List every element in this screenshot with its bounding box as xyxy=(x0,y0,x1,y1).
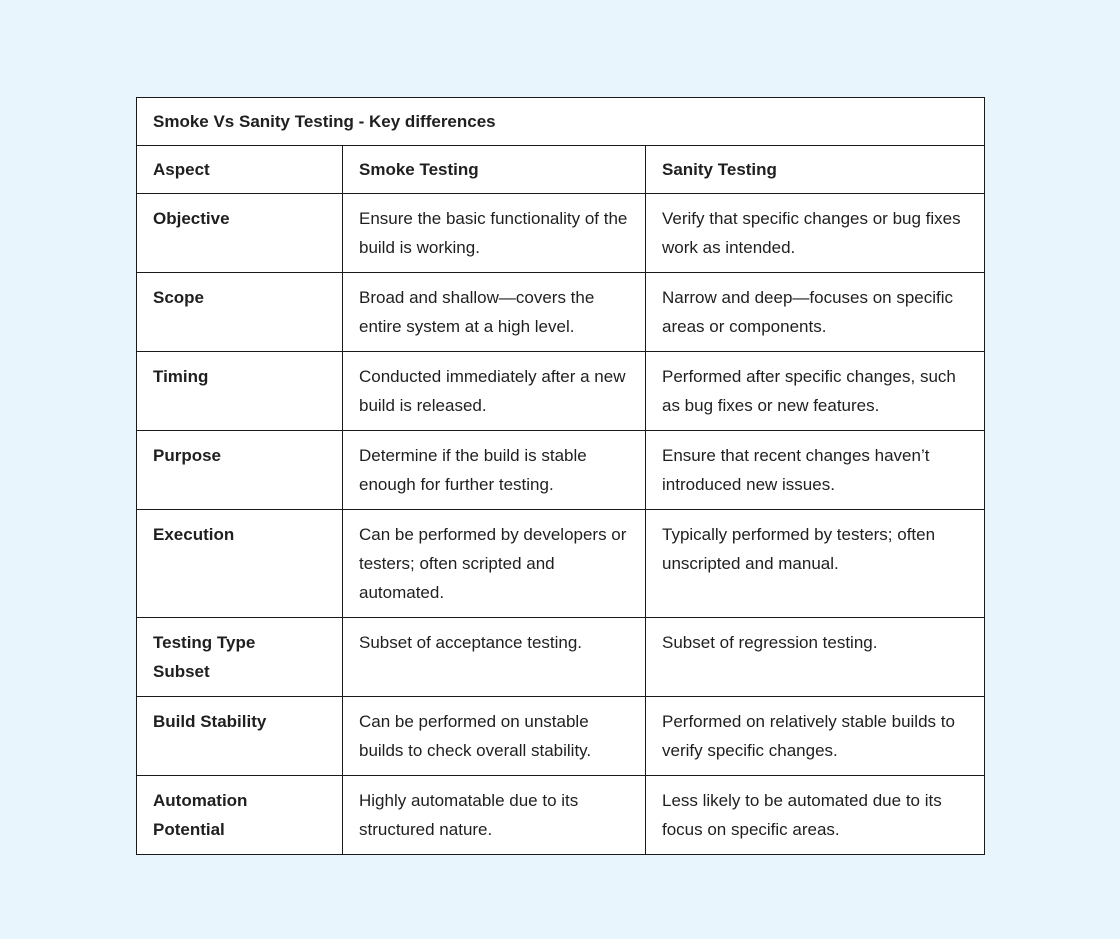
aspect-label: Scope xyxy=(137,273,343,352)
aspect-label: Testing Type Subset xyxy=(137,618,343,697)
sanity-testing-value: Verify that specific changes or bug fixes work as intended. xyxy=(646,194,985,273)
smoke-testing-value: Subset of acceptance testing. xyxy=(343,618,646,697)
smoke-testing-value: Determine if the build is stable enough for further testing. xyxy=(343,431,646,510)
table-row-scope xyxy=(137,273,985,352)
aspect-label: Build Stability xyxy=(137,697,343,776)
smoke-testing-value: Highly automatable due to its structured nature. xyxy=(343,776,646,855)
aspect-label: Purpose xyxy=(137,431,343,510)
aspect-label: Timing xyxy=(137,352,343,431)
table-title: Smoke Vs Sanity Testing - Key differences xyxy=(137,98,985,146)
table-row-testing-type-subset xyxy=(137,618,985,697)
sanity-testing-value: Less likely to be automated due to its focus on specific areas. xyxy=(646,776,985,855)
table-row-objective xyxy=(137,194,985,273)
table-title-row xyxy=(137,98,985,146)
smoke-testing-value: Can be performed on unstable builds to check overall stability. xyxy=(343,697,646,776)
column-header-sanity-testing: Sanity Testing xyxy=(646,146,985,194)
smoke-vs-sanity-table xyxy=(136,97,985,855)
aspect-label: Execution xyxy=(137,510,343,618)
table-row-purpose xyxy=(137,431,985,510)
sanity-testing-value: Narrow and deep—focuses on specific areas or components. xyxy=(646,273,985,352)
table-row-timing xyxy=(137,352,985,431)
aspect-label: Automation Potential xyxy=(137,776,343,855)
smoke-testing-value: Conducted immediately after a new build is released. xyxy=(343,352,646,431)
table-row-automation-potential xyxy=(137,776,985,855)
column-header-smoke-testing: Smoke Testing xyxy=(343,146,646,194)
smoke-testing-value: Ensure the basic functionality of the build is working. xyxy=(343,194,646,273)
table-row-build-stability xyxy=(137,697,985,776)
column-header-aspect: Aspect xyxy=(137,146,343,194)
sanity-testing-value: Performed after specific changes, such as bug fixes or new features. xyxy=(646,352,985,431)
sanity-testing-value: Typically performed by testers; often unscripted and manual. xyxy=(646,510,985,618)
table-row-execution xyxy=(137,510,985,618)
sanity-testing-value: Subset of regression testing. xyxy=(646,618,985,697)
aspect-label: Objective xyxy=(137,194,343,273)
sanity-testing-value: Performed on relatively stable builds to verify specific changes. xyxy=(646,697,985,776)
smoke-testing-value: Can be performed by developers or testers; often scripted and automated. xyxy=(343,510,646,618)
comparison-table-container xyxy=(136,97,984,855)
table-header-row xyxy=(137,146,985,194)
smoke-testing-value: Broad and shallow—covers the entire system at a high level. xyxy=(343,273,646,352)
sanity-testing-value: Ensure that recent changes haven’t introduced new issues. xyxy=(646,431,985,510)
